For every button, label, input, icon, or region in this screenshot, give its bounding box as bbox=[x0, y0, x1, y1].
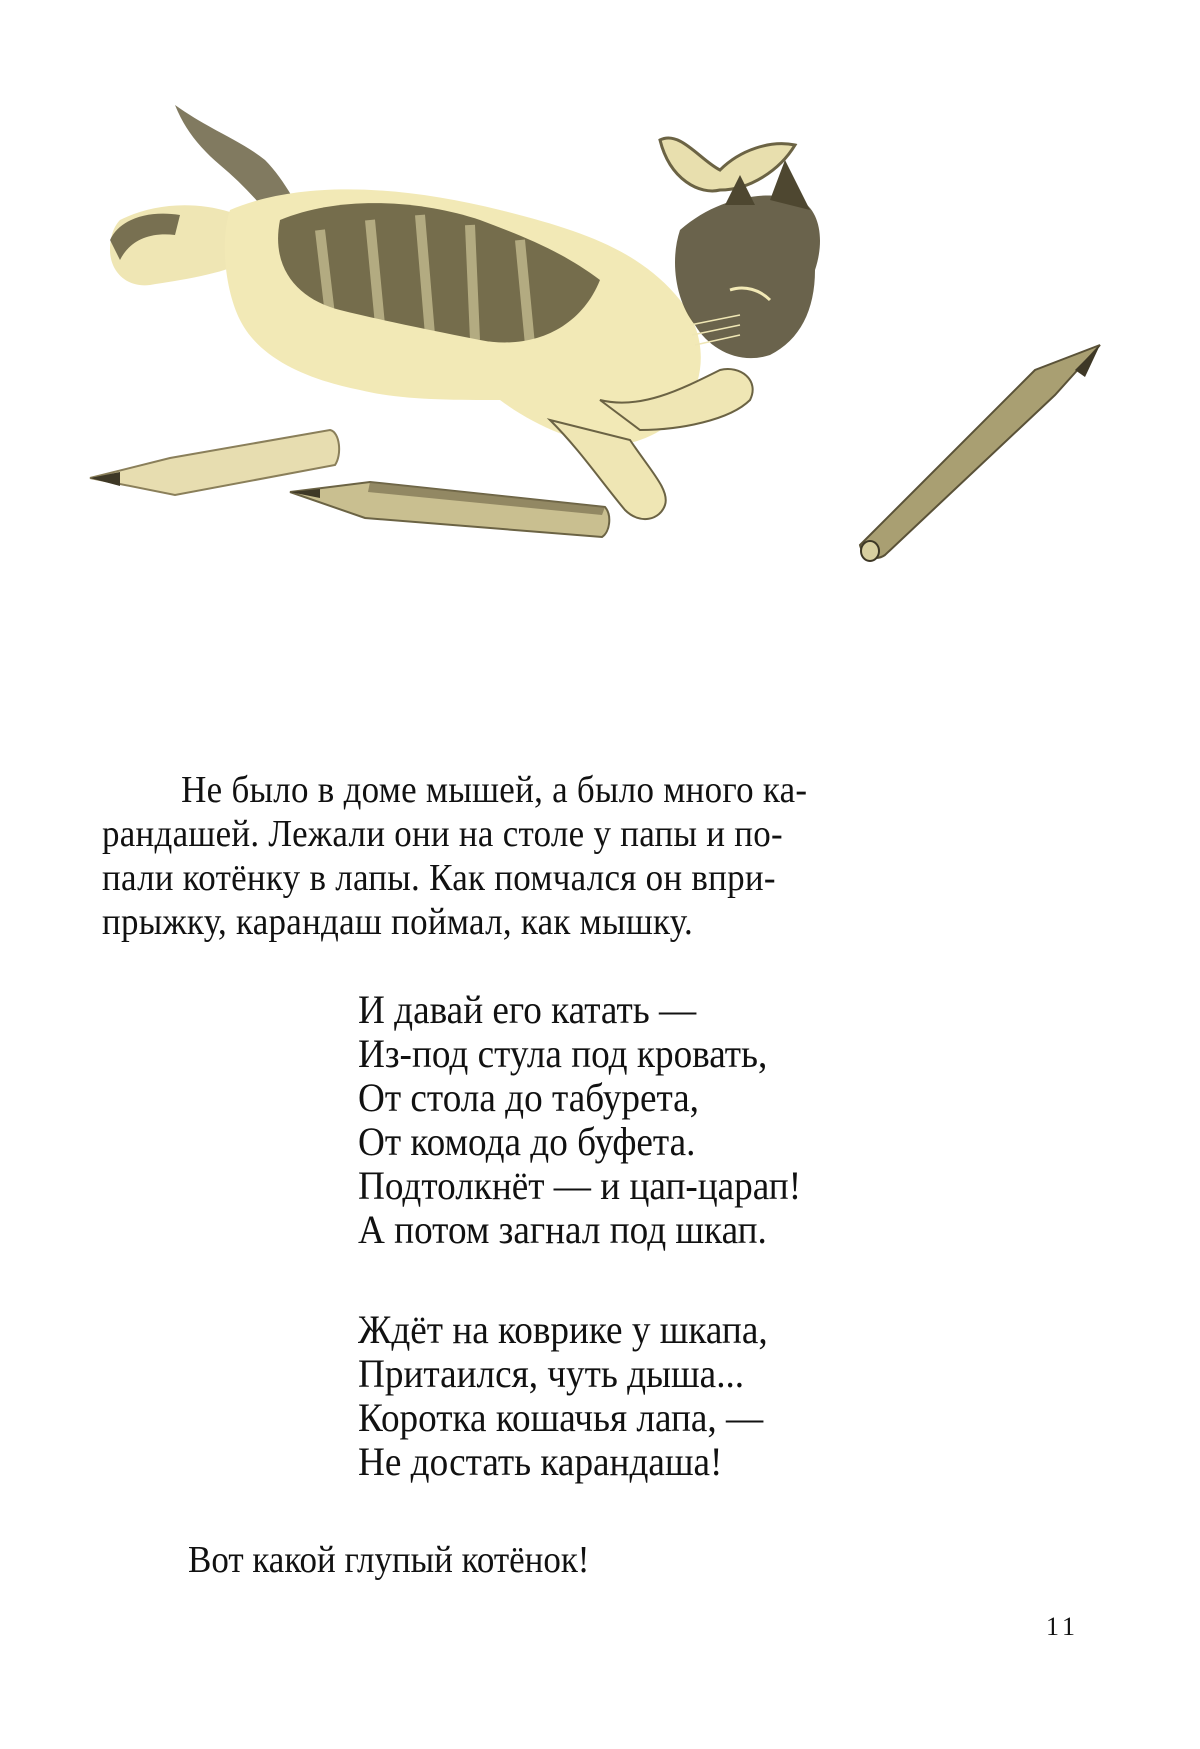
paragraph-line: прыжку, карандаш поймал, как мышку. bbox=[102, 901, 694, 943]
closing-line: Вот какой глупый котёнок! bbox=[188, 1539, 590, 1581]
story-paragraph bbox=[102, 768, 973, 944]
poem-line: Подтолкнёт — и цап-царап! bbox=[358, 1163, 802, 1208]
paragraph-line: пали котёнку в лапы. Как помчался он впри- bbox=[102, 857, 776, 899]
poem-line: А потом загнал под шкап. bbox=[358, 1207, 767, 1252]
paragraph-line: рандашей. Лежали они на столе у папы и по- bbox=[102, 813, 783, 855]
poem-stanza bbox=[358, 988, 801, 1252]
page-number: 11 bbox=[1046, 1612, 1080, 1641]
paragraph-line: Не было в доме мышей, а было много ка- bbox=[181, 769, 808, 811]
pencil-icon bbox=[860, 345, 1100, 561]
poem-line: Коротка кошачья лапа, — bbox=[358, 1395, 764, 1440]
pencil-icon bbox=[290, 482, 609, 537]
poem-line: От стола до табурета, bbox=[358, 1075, 699, 1120]
poem-stanza bbox=[358, 1308, 768, 1484]
pencil-icon bbox=[90, 430, 339, 495]
kitten-illustration bbox=[80, 100, 1130, 600]
poem-line: Из-под стула под кровать, bbox=[358, 1031, 768, 1076]
poem-line: От комода до буфета. bbox=[358, 1119, 696, 1164]
poem-line: Притаился, чуть дыша... bbox=[358, 1351, 745, 1396]
poem-line: Ждёт на коврике у шкапа, bbox=[358, 1307, 768, 1352]
poem-line: Не достать карандаша! bbox=[358, 1439, 723, 1484]
poem-line: И давай его катать — bbox=[358, 987, 697, 1032]
